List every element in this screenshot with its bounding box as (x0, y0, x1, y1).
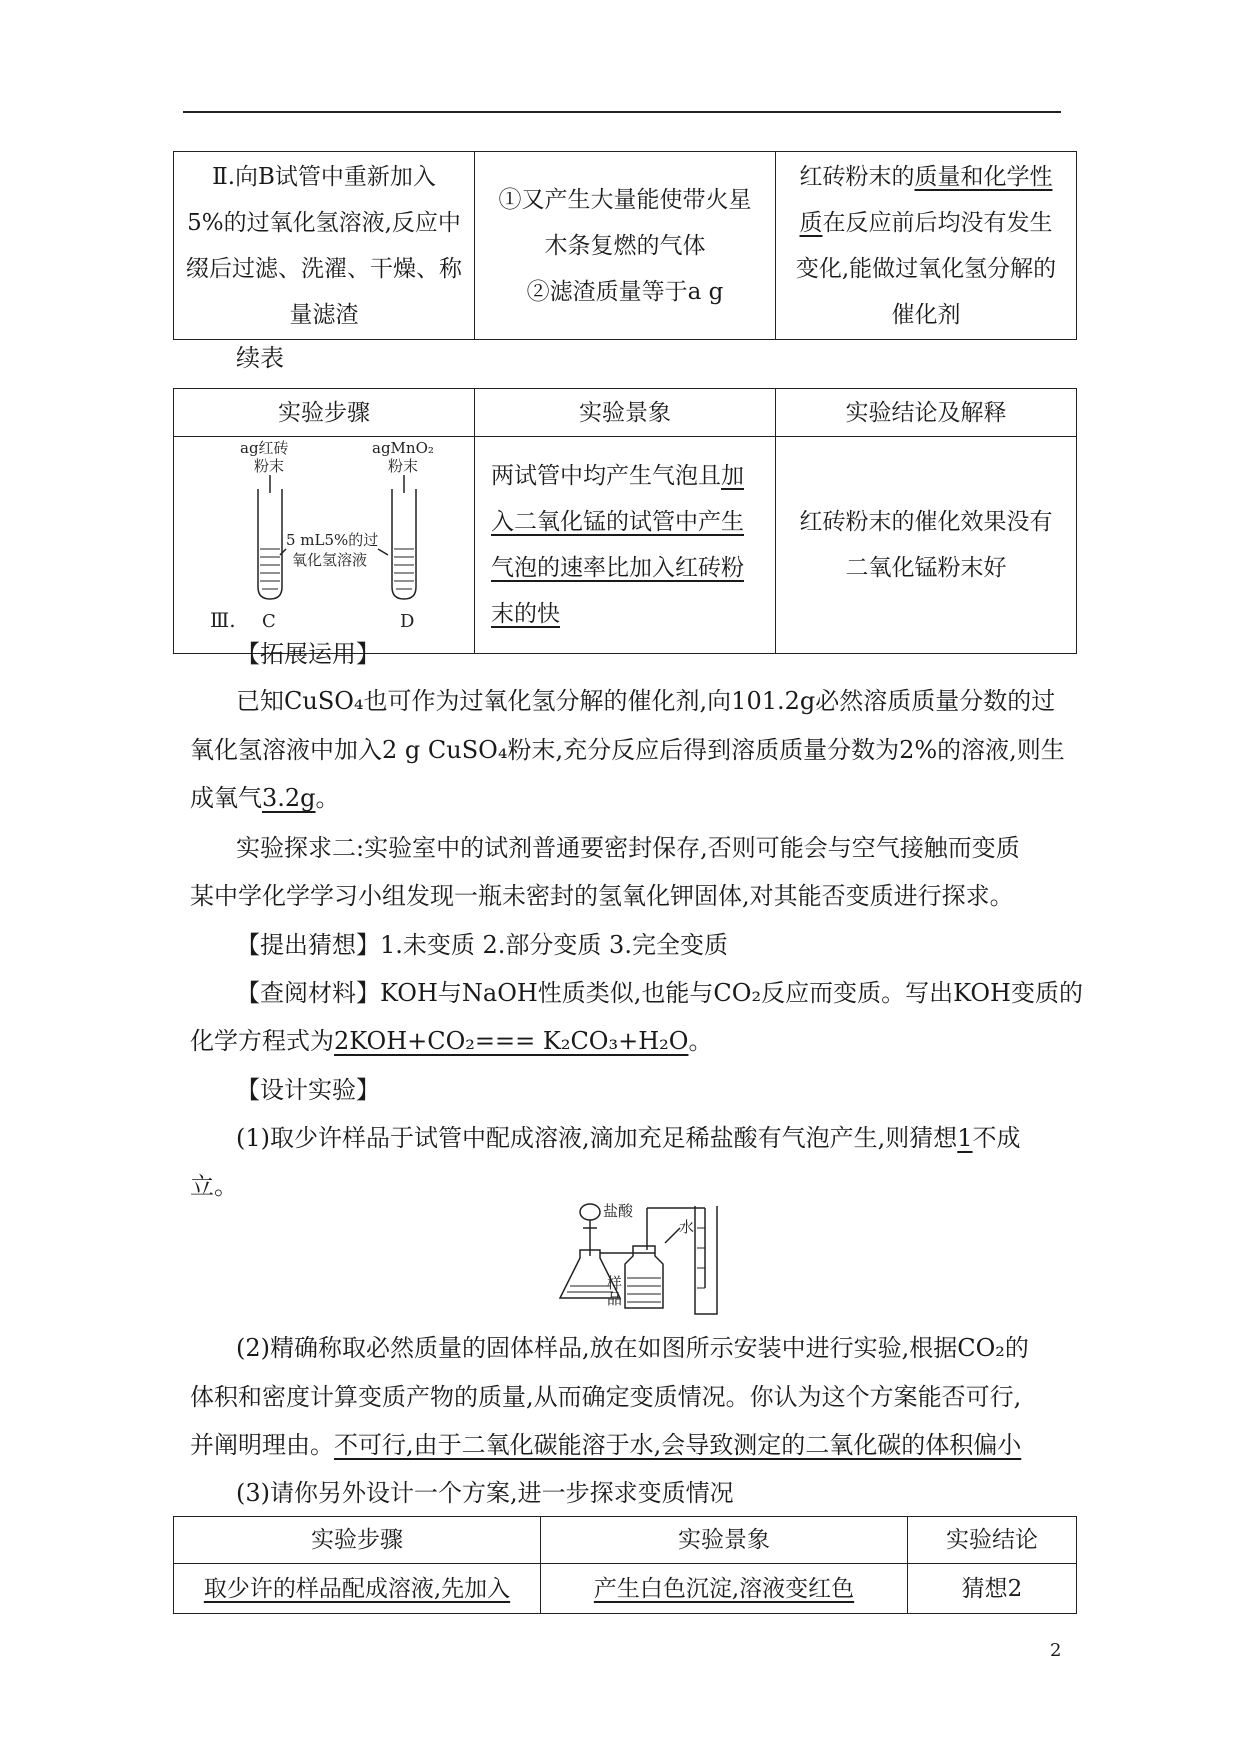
q1-answer: 1 (957, 1124, 973, 1152)
step-cell: Ⅱ.向B试管中重新加入 5%的过氧化氢溶液,反应中 缀后过滤、洗濯、干燥、称 量滤渣 (174, 152, 475, 340)
label-d-top: agMnO₂ (372, 439, 434, 457)
tube-c-label: C (262, 611, 276, 632)
design-header-phenomenon: 实验景象 (541, 1517, 908, 1564)
q2-line-1: (2)精确称取必然质量的固体样品,放在如图所示安装中进行实验,根据CO₂的 (236, 1334, 1029, 1362)
measuring-cylinder (695, 1206, 717, 1314)
q2-answer: 不可行,由于二氧化碳能溶于水,会导致测定的二氧化碳的体积偏小 (334, 1431, 1022, 1459)
q1-line-2: 立。 (190, 1172, 238, 1200)
hypothesis-line: 【提出猜想】1.未变质 2.部分变质 3.完全变质 (236, 931, 728, 959)
equation-answer: 2KOH+CO₂=== K₂CO₃+H₂O (334, 1027, 689, 1055)
sample-label-2: 品 (607, 1290, 623, 1308)
header-conclusion: 实验结论及解释 (776, 389, 1077, 437)
design-header-conclusion: 实验结论 (908, 1517, 1077, 1564)
design-conclusion-cell: 猜想2 (908, 1564, 1077, 1614)
roman-three: Ⅲ. (210, 608, 236, 632)
design-step-cell: 取少许的样品配成溶液,先加入 (174, 1564, 541, 1614)
q2-line-3: 并阐明理由。不可行,由于二氧化碳能溶于水,会导致测定的二氧化碳的体积偏小 (190, 1431, 1022, 1459)
label-c-top: ag红砖 (240, 439, 289, 457)
q2-line-2: 体积和密度计算变质产物的质量,从而确定变质情况。你认为这个方案能否可行, (190, 1383, 1022, 1411)
header-rule (183, 111, 1061, 113)
diagram-cell (174, 437, 475, 654)
label-d-bottom: 粉末 (388, 457, 419, 475)
experiment-table-part2 (173, 388, 1077, 654)
header-step: 实验步骤 (174, 389, 475, 437)
page-number: 2 (1050, 1640, 1062, 1661)
label-c-bottom: 粉末 (254, 457, 285, 475)
extension-heading: 【拓展运用】 (236, 640, 380, 668)
gas-collection-apparatus (555, 1198, 735, 1318)
phenomenon-cell: ①又产生大量能使带火星 木条复燃的气体 ②滤渣质量等于a g (475, 152, 776, 340)
explore2-line-1: 实验探求二:实验室中的试剂普通要密封保存,否则可能会与空气接触而变质 (236, 834, 1020, 862)
extension-line-2: 氧化氢溶液中加入2 g CuSO₄粉末,充分反应后得到溶质质量分数为2%的溶液,则生 (190, 736, 1065, 764)
extension-line-1: 已知CuSO₄也可作为过氧化氢分解的催化剂,向101.2g必然溶质质量分数的过 (236, 687, 1056, 715)
reference-line-2: 化学方程式为2KOH+CO₂=== K₂CO₃+H₂O。 (190, 1027, 713, 1055)
design-table (173, 1516, 1077, 1614)
reference-line-1: 【查阅材料】KOH与NaOH性质类似,也能与CO₂反应而变质。写出KOH变质的 (236, 979, 1083, 1007)
design-header-step: 实验步骤 (174, 1517, 541, 1564)
apparatus-hatch (567, 1228, 705, 1302)
water-label: 水 (679, 1218, 695, 1236)
acid-label: 盐酸 (603, 1202, 634, 1220)
experiment-table-part1 (173, 151, 1077, 340)
continued-label: 续表 (236, 344, 284, 372)
conclusion-cell-2: 红砖粉末的催化效果没有 二氧化锰粉末好 (776, 437, 1077, 654)
water-bottle (625, 1246, 663, 1308)
solution-label-1: 5 mL5%的过 (286, 531, 379, 549)
tube-c (258, 489, 282, 599)
header-phenomenon: 实验景象 (475, 389, 776, 437)
sample-label-1: 样 (607, 1274, 623, 1292)
conclusion-cell: 红砖粉末的质量和化学性 质在反应前后均没有发生 变化,能做过氧化氢分解的 催化剂 (776, 152, 1077, 340)
design-phenomenon-cell: 产生白色沉淀,溶液变红色 (541, 1564, 908, 1614)
design-heading: 【设计实验】 (236, 1076, 380, 1104)
tube-d-label: D (400, 611, 415, 632)
explore2-line-2: 某中学化学学习小组发现一瓶未密封的氢氧化钾固体,对其能否变质进行探求。 (190, 882, 1014, 910)
q3-line-1: (3)请你另外设计一个方案,进一步探求变质情况 (236, 1479, 734, 1507)
funnel-bulb (580, 1204, 600, 1220)
tube-d (392, 489, 416, 599)
oxygen-answer: 3.2g (262, 784, 316, 812)
solution-label-2: 氧化氢溶液 (292, 551, 368, 569)
test-tube-diagram (174, 437, 474, 637)
phenomenon-cell-2: 两试管中均产生气泡且加 入二氧化锰的试管中产生 气泡的速率比加入红砖粉 末的快 (475, 437, 776, 654)
q1-line-1: (1)取少许样品于试管中配成溶液,滴加充足稀盐酸有气泡产生,则猜想1不成 (236, 1124, 1021, 1152)
extension-line-3: 成氧气3.2g。 (190, 784, 340, 812)
